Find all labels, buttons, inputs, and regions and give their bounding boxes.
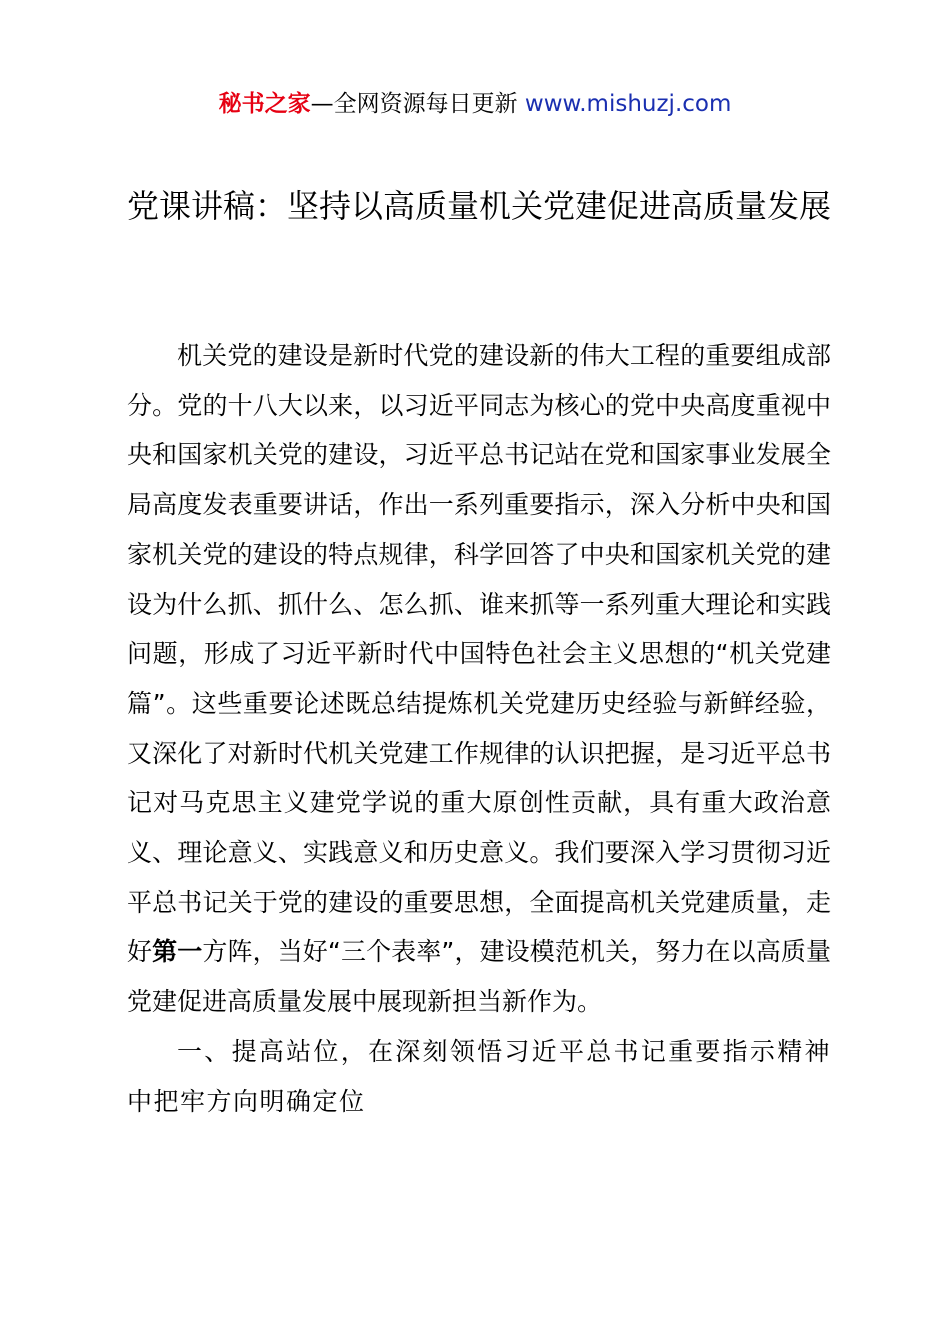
site-url-link[interactable]: www.mishuzj.com <box>524 91 732 117</box>
body-paragraph <box>127 331 831 1027</box>
site-tagline: —全网资源每日更新 <box>310 91 518 117</box>
site-header <box>0 88 950 120</box>
document-title: 党课讲稿：坚持以高质量机关党建促进高质量发展 <box>127 187 832 225</box>
document-body <box>127 331 831 1126</box>
bold-emphasis: 第一 <box>152 937 203 967</box>
paragraph-text-start: 机关党的建设是新时代党的建设新的伟大工程的重要组成部分。党的十八大以来，以习近平同志为核心的党中央高度重视中央和国家机关党的建设，习近平总书记站在党和国家事业发展全局高度发表重要讲话，作出一系列重要指示，深入分析中央和国家机关党的建设的特点规律，科学回答了中央和国家机关党的建设为什么抓、抓什么、怎么抓、谁来抓等一系列重大理论和实践问题，形成了习近平新时代中国特色社会主义思想的“机关党建篇”。这些重要论述既总结提炼机关党建历史经验与新鲜经验，又深化了对新时代机关党建工作规律的认识把握，是习近平总书记对马克思主义建党学说的重大原创性贡献，具有重大政治意义、理论意义、实践意义和历史意义。我们要深入学习贯彻习近平总书记关于党的建设的重要思想，全面提高机关党建质量，走好 <box>127 341 831 967</box>
paragraph-text-end: 方阵，当好“三个表率”，建设模范机关，努力在以高质量党建促进高质量发展中展现新担当新作为。 <box>127 937 831 1017</box>
section-heading: 一、提高站位，在深刻领悟习近平总书记重要指示精神中把牢方向明确定位 <box>127 1036 831 1116</box>
brand-name: 秘书之家 <box>218 91 311 117</box>
